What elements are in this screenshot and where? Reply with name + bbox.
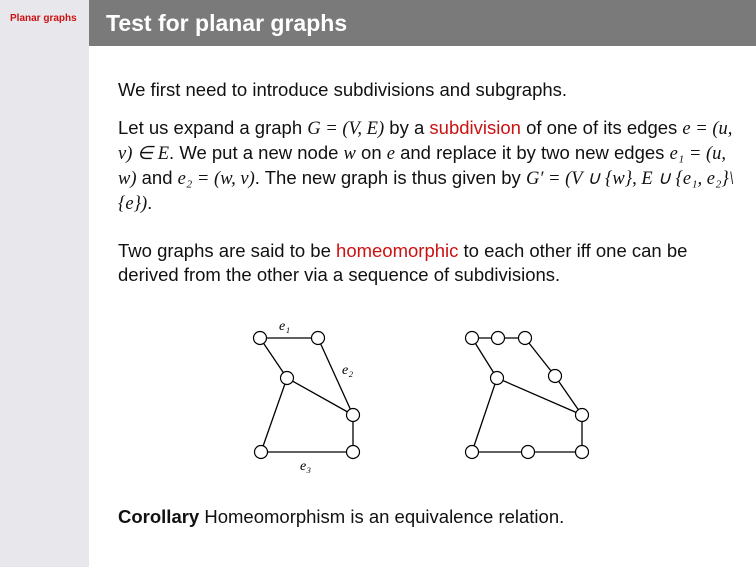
graph-edge <box>260 338 287 378</box>
corollary-paragraph <box>118 505 738 529</box>
graph-node <box>519 332 532 345</box>
text-segment: to each other iff one can be derived from the other via a sequence of subdivisions. <box>118 240 688 285</box>
graph-edge <box>287 378 353 415</box>
math-expression: G = (V, E) <box>307 119 385 139</box>
corollary-text: Homeomorphism is an equivalence relation. <box>199 506 565 527</box>
sidebar <box>0 0 89 567</box>
graph-edge <box>261 378 287 452</box>
graph-node <box>466 446 479 459</box>
graph-node <box>255 446 268 459</box>
text-segment: Let us expand a graph <box>118 117 308 138</box>
math-expression: e₁ = (u, w) <box>118 144 726 189</box>
graph-figure <box>240 310 600 485</box>
right-graph-nodes <box>466 332 589 459</box>
math-expression: e = (u, v) ∈ E <box>118 119 733 164</box>
text-segment: . <box>147 192 153 213</box>
homeomorphic-paragraph <box>118 239 738 287</box>
text-segment: on <box>355 142 387 163</box>
left-graph-edges <box>260 338 353 452</box>
section-label: Planar graphs <box>10 13 77 24</box>
edge-label-e2: e₂ <box>342 363 354 378</box>
text-segment: by a <box>384 117 430 138</box>
graph-edge <box>472 378 497 452</box>
graph-edge <box>525 338 555 376</box>
math-expression: e <box>386 144 395 164</box>
title-bar <box>89 0 756 46</box>
graph-node <box>312 332 325 345</box>
page-title: Test for planar graphs <box>106 10 348 36</box>
text-segment: of one of its edges <box>520 117 683 138</box>
graph-node <box>281 372 294 385</box>
homeomorphic-term: homeomorphic <box>336 240 459 261</box>
graph-node <box>347 409 360 422</box>
text-segment: . We put a new node <box>169 142 344 163</box>
graph-node <box>492 332 505 345</box>
corollary-label: Corollary <box>118 506 200 527</box>
text-segment: and replace it by two new edges <box>394 142 670 163</box>
graph-node <box>254 332 267 345</box>
graph-node <box>466 332 479 345</box>
edge-label-e3: e₃ <box>300 459 312 474</box>
edge-label-e1: e₁ <box>279 319 291 334</box>
graph-node <box>522 446 535 459</box>
graph-node <box>576 446 589 459</box>
subdivision-paragraph <box>118 116 738 216</box>
text-segment: . The new graph is thus given by <box>254 167 526 188</box>
math-expression: w <box>343 144 356 164</box>
intro-paragraph: We first need to introduce subdivisions and subgraphs. <box>118 79 568 100</box>
subdivision-term: subdivision <box>429 117 521 138</box>
text-segment: and <box>136 167 178 188</box>
right-graph-edges <box>472 338 582 452</box>
graph-node <box>491 372 504 385</box>
math-expression: G′ = (V ∪ {w}, E ∪ {e₁, e₂}\{e}) <box>118 169 734 214</box>
math-expression: e₂ = (w, v) <box>177 169 255 189</box>
text-segment: Two graphs are said to be <box>118 240 337 261</box>
graph-node <box>347 446 360 459</box>
graph-node <box>549 370 562 383</box>
graph-node <box>576 409 589 422</box>
